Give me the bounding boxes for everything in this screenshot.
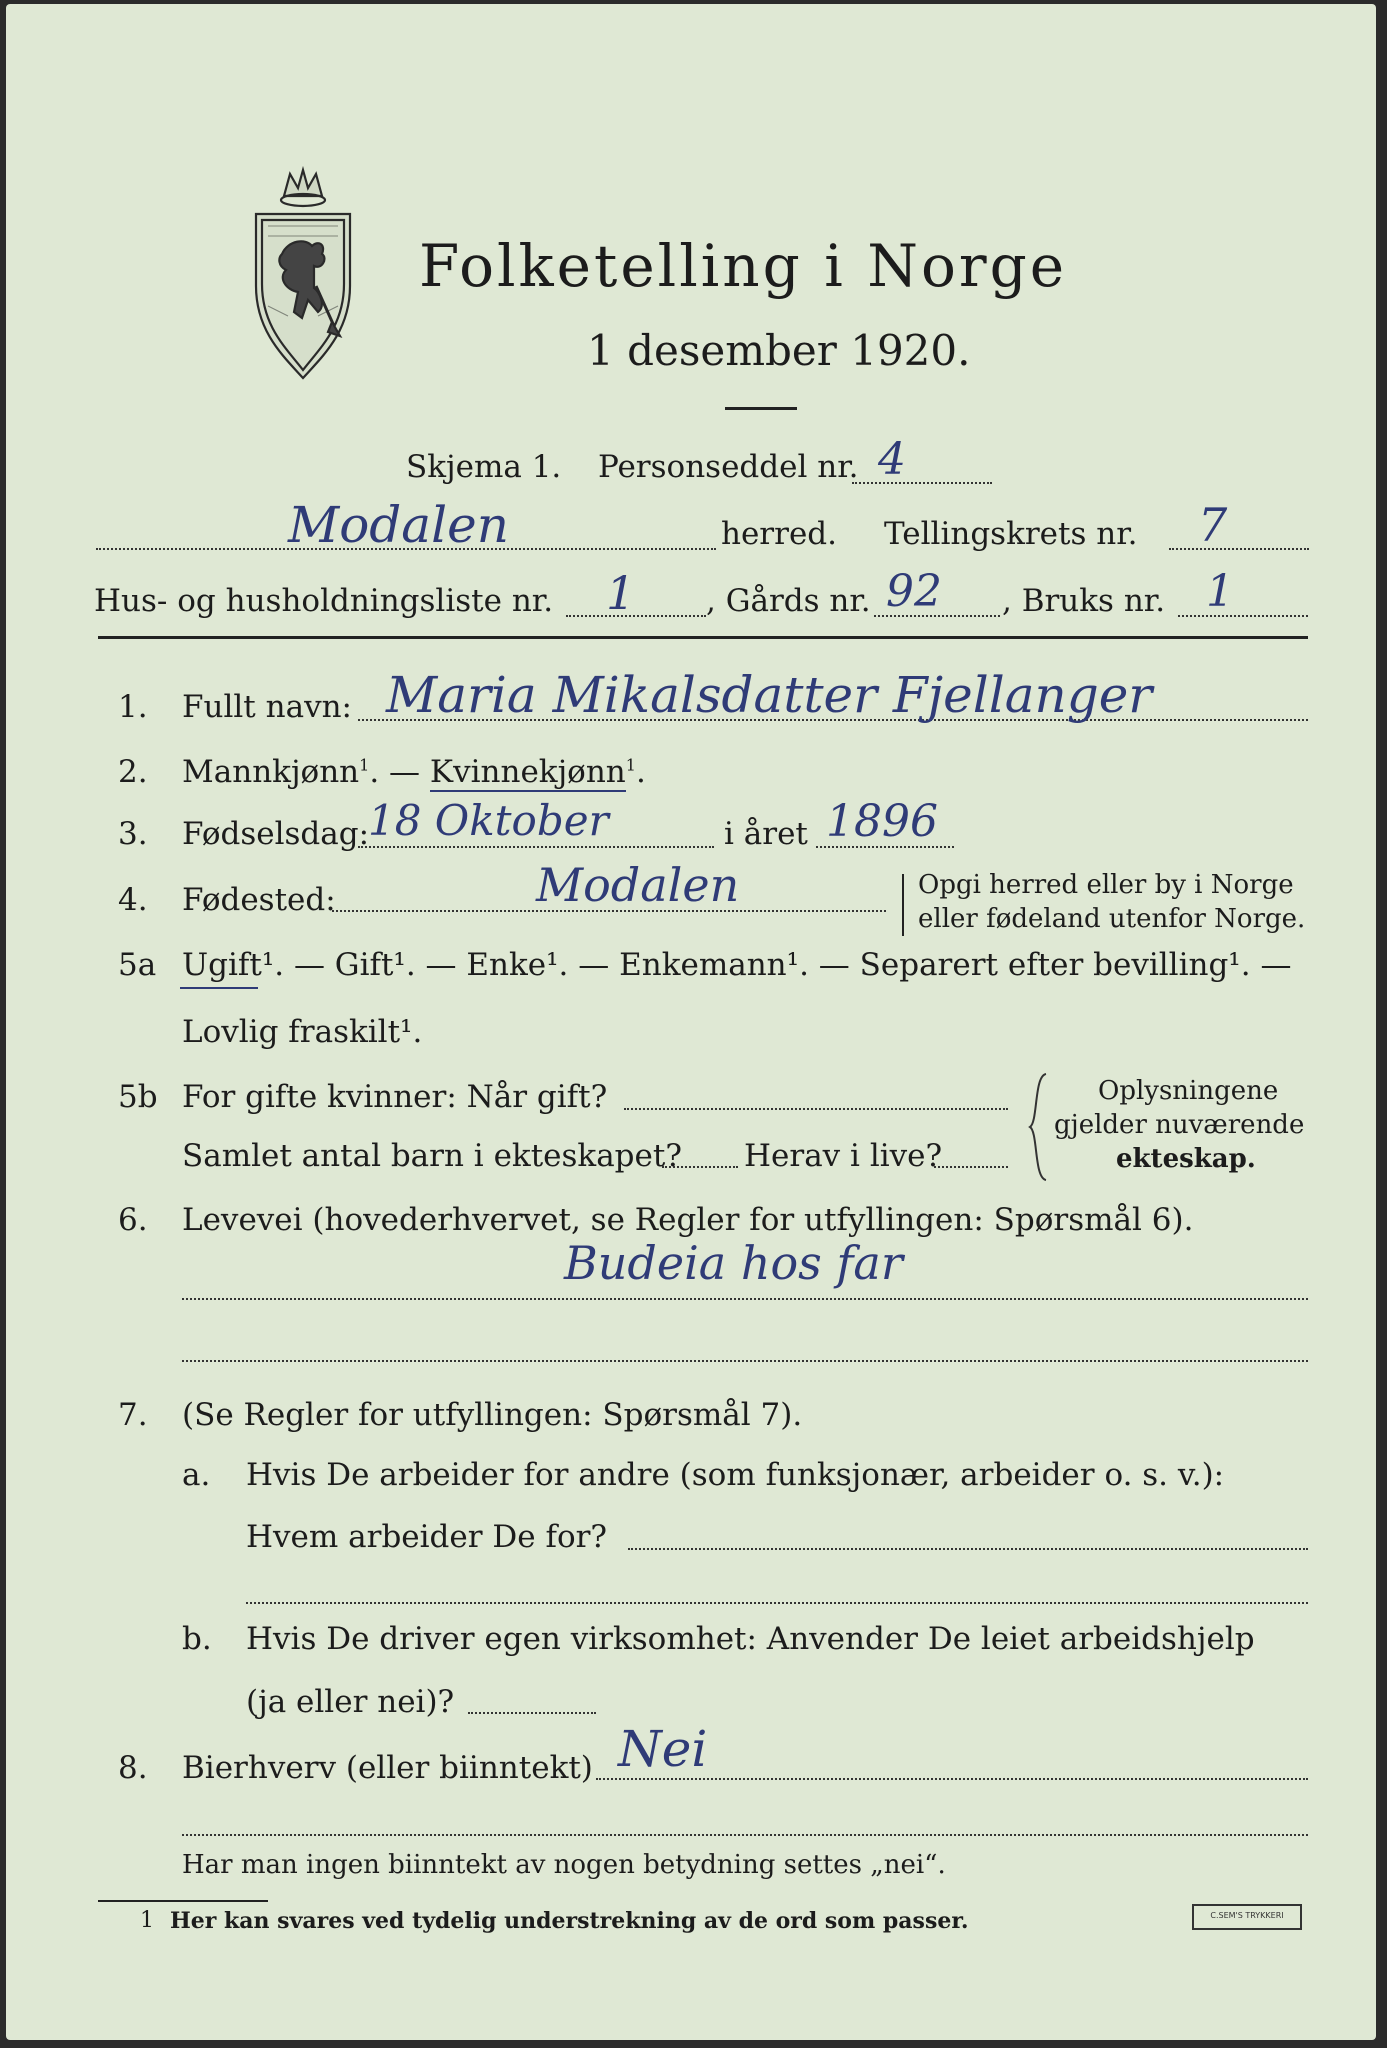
gender-female-label: Kvinnekjønn <box>429 754 626 790</box>
marriage-note-1: Oplysningene <box>1098 1076 1279 1106</box>
husholdning-label: Hus- og husholdningsliste nr. <box>94 583 554 619</box>
birthplace-brace <box>902 874 904 936</box>
q4-number: 4. <box>118 882 148 918</box>
side-income-label: Bierhverv (eller biinntekt) <box>182 1750 593 1786</box>
coat-of-arms-icon <box>248 166 358 380</box>
birthplace-note-2: eller fødeland utenfor Norge. <box>918 904 1306 934</box>
q6-number: 6. <box>118 1202 148 1238</box>
q1-number: 1. <box>118 689 148 725</box>
title-divider <box>725 407 797 410</box>
printer-stamp: C.SEM'S TRYKKERI <box>1192 1904 1302 1930</box>
gender-separator: . — <box>369 754 421 790</box>
marriage-note-3: ekteskap. <box>1116 1144 1256 1174</box>
skjema-label: Skjema 1. <box>406 449 562 485</box>
tellingskrets-label: Tellingskrets nr. <box>884 516 1138 552</box>
birthplace-note-1: Opgi herred eller by i Norge <box>918 870 1294 900</box>
herred-value: Modalen <box>288 496 509 554</box>
birth-year-label: i året <box>724 816 808 852</box>
bruks-label: , Bruks nr. <box>1002 583 1166 619</box>
side-income-note: Har man ingen biinntekt av nogen betydning settes „nei“. <box>182 1850 946 1880</box>
birthplace-label: Fødested: <box>182 882 336 918</box>
marital-status-options: Ugift¹. — Gift¹. — Enke¹. — Enkemann¹. — Separert efter bevilling¹. — <box>182 947 1292 983</box>
marriage-note-2-text: gjelder nuværende <box>1054 1110 1305 1140</box>
personseddel-label: Personseddel nr. <box>598 449 859 485</box>
side-income-value: Nei <box>618 1720 708 1778</box>
q8-number: 8. <box>118 1750 148 1786</box>
birthdate-value: 18 Oktober <box>368 796 609 845</box>
bruks-value: 1 <box>1206 566 1234 617</box>
herred-label: herred. <box>721 516 837 552</box>
gards-value: 92 <box>886 566 942 617</box>
q5b-number: 5b <box>118 1079 158 1115</box>
full-name-value: Maria Mikalsdatter Fjellanger <box>386 666 1153 724</box>
q7-number: 7. <box>118 1397 148 1433</box>
q3-number: 3. <box>118 816 148 852</box>
occupation-label: Levevei (hovederhvervet, se Regler for utfyllingen: Spørsmål 6). <box>182 1202 1194 1238</box>
husholdning-value: 1 <box>606 566 636 620</box>
gards-label: , Gårds nr. <box>706 583 871 619</box>
birthplace-value: Modalen <box>536 858 740 912</box>
footnote-text: Her kan svares ved tydelig understrekning av de ord som passer. <box>170 1908 969 1934</box>
personseddel-value: 4 <box>878 434 906 485</box>
census-form <box>6 4 1376 2040</box>
married-when-label: For gifte kvinner: Når gift? <box>182 1079 608 1115</box>
marital-status-divorced: Lovlig fraskilt¹. <box>182 1014 423 1050</box>
census-date: 1 desember 1920. <box>587 326 971 375</box>
children-alive-label: Herav i live? <box>744 1138 943 1174</box>
marriage-note-2 <box>1054 1110 1304 1140</box>
occupation-value: Budeia hos far <box>564 1236 903 1290</box>
works-for-others-question: Hvis De arbeider for andre (som funksjonær, arbeider o. s. v.): <box>246 1457 1225 1493</box>
ugift-underline <box>180 987 258 989</box>
own-business-question: Hvis De driver egen virksomhet: Anvender De leiet arbeidshjelp <box>246 1621 1255 1657</box>
employer-label: Hvem arbeider De for? <box>246 1519 608 1555</box>
header-rule <box>98 636 1308 639</box>
marriage-note-brace <box>1028 1072 1050 1182</box>
footnote-rule <box>98 1900 268 1902</box>
employment-label: (Se Regler for utfyllingen: Spørsmål 7). <box>182 1397 803 1433</box>
children-count-label: Samlet antal barn i ekteskapet? <box>182 1138 682 1174</box>
birthdate-label: Fødselsdag: <box>182 816 370 852</box>
tellingskrets-value: 7 <box>1198 498 1228 552</box>
birth-year-value: 1896 <box>826 796 938 847</box>
q5a-number: 5a <box>118 947 157 983</box>
q7a-letter: a. <box>182 1457 211 1493</box>
form-title: Folketelling i Norge <box>419 232 1068 300</box>
gender-options: Mannkjønn$^1$. — Kvinnekjønn$^1$. <box>182 754 646 790</box>
gender-end: . <box>635 754 646 790</box>
gender-male-label: Mannkjønn <box>182 754 360 790</box>
footnote-marker: 1 <box>140 1908 154 1933</box>
q2-number: 2. <box>118 754 148 790</box>
hired-help-label: (ja eller nei)? <box>246 1684 455 1720</box>
q7b-letter: b. <box>182 1621 212 1657</box>
full-name-label: Fullt navn: <box>182 689 352 725</box>
